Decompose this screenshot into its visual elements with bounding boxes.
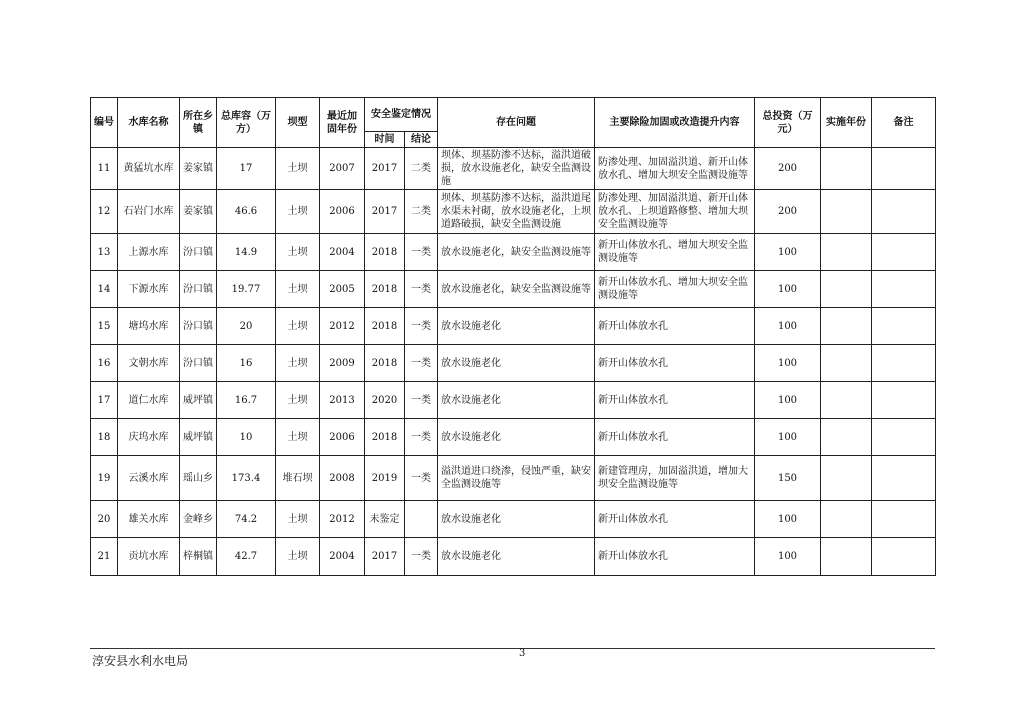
cell-dam: 土坝	[276, 419, 320, 456]
header-impl-year: 实施年份	[821, 98, 872, 148]
cell-note	[872, 234, 936, 271]
cell-no: 11	[91, 148, 118, 190]
cell-note	[872, 345, 936, 382]
table-row	[91, 271, 936, 308]
cell-year: 2012	[320, 308, 365, 345]
cell-impl-year	[821, 501, 872, 538]
cell-problem: 放水设施老化，缺安全监测设施等	[438, 271, 595, 308]
cell-safety-result: 一类	[405, 234, 438, 271]
cell-town: 威坪镇	[180, 419, 217, 456]
cell-impl-year	[821, 234, 872, 271]
cell-safety-time: 未鉴定	[365, 501, 405, 538]
cell-dam: 土坝	[276, 148, 320, 190]
cell-no: 15	[91, 308, 118, 345]
cell-no: 12	[91, 190, 118, 234]
cell-capacity: 74.2	[217, 501, 276, 538]
cell-note	[872, 419, 936, 456]
cell-town: 姜家镇	[180, 190, 217, 234]
header-safety-time: 时间	[365, 132, 405, 148]
cell-note	[872, 308, 936, 345]
cell-content: 新开山体放水孔	[595, 308, 755, 345]
cell-note	[872, 456, 936, 501]
cell-dam: 土坝	[276, 538, 320, 576]
cell-problem: 放水设施老化	[438, 538, 595, 576]
cell-problem: 坝体、坝基防渗不达标，溢洪道尾水渠未衬砌，放水设施老化，上坝道路破损，缺安全监测设施	[438, 190, 595, 234]
cell-invest: 150	[755, 456, 821, 501]
cell-name: 道仁水库	[118, 382, 180, 419]
table-header	[91, 98, 936, 148]
cell-name: 云溪水库	[118, 456, 180, 501]
cell-impl-year	[821, 345, 872, 382]
table-row	[91, 419, 936, 456]
cell-content: 新开山体放水孔	[595, 382, 755, 419]
cell-problem: 放水设施老化	[438, 308, 595, 345]
cell-year: 2006	[320, 190, 365, 234]
cell-safety-result: 一类	[405, 345, 438, 382]
header-year: 最近加固年份	[320, 98, 365, 148]
reservoir-table	[90, 97, 936, 576]
header-content: 主要除险加固或改造提升内容	[595, 98, 755, 148]
cell-content: 新开山体放水孔、增加大坝安全监测设施等	[595, 271, 755, 308]
cell-problem: 放水设施老化，缺安全监测设施等	[438, 234, 595, 271]
table-row	[91, 501, 936, 538]
cell-capacity: 19.77	[217, 271, 276, 308]
cell-safety-time: 2017	[365, 190, 405, 234]
cell-year: 2009	[320, 345, 365, 382]
cell-capacity: 16.7	[217, 382, 276, 419]
footer-organization: 淳安县水利水电局	[92, 654, 189, 668]
cell-problem: 放水设施老化	[438, 501, 595, 538]
cell-dam: 堆石坝	[276, 456, 320, 501]
cell-name: 黄猛坑水库	[118, 148, 180, 190]
footer-divider	[90, 648, 935, 649]
header-town: 所在乡镇	[180, 98, 217, 148]
cell-safety-result: 二类	[405, 190, 438, 234]
header-capacity: 总库容（万方）	[217, 98, 276, 148]
cell-safety-result	[405, 501, 438, 538]
cell-capacity: 42.7	[217, 538, 276, 576]
cell-content: 新建管理房，加固溢洪道，增加大坝安全监测设施等	[595, 456, 755, 501]
cell-year: 2004	[320, 234, 365, 271]
cell-invest: 200	[755, 148, 821, 190]
cell-capacity: 17	[217, 148, 276, 190]
cell-invest: 100	[755, 419, 821, 456]
cell-town: 汾口镇	[180, 345, 217, 382]
cell-no: 18	[91, 419, 118, 456]
cell-no: 17	[91, 382, 118, 419]
cell-safety-time: 2018	[365, 234, 405, 271]
cell-content: 新开山体放水孔	[595, 538, 755, 576]
cell-problem: 放水设施老化	[438, 382, 595, 419]
header-safety: 安全鉴定情况	[365, 98, 438, 132]
cell-no: 19	[91, 456, 118, 501]
cell-impl-year	[821, 271, 872, 308]
cell-problem: 放水设施老化	[438, 419, 595, 456]
cell-invest: 100	[755, 345, 821, 382]
cell-invest: 100	[755, 234, 821, 271]
table-body	[91, 148, 936, 576]
cell-problem: 坝体、坝基防渗不达标，溢洪道破损，放水设施老化，缺安全监测设施	[438, 148, 595, 190]
cell-safety-time: 2018	[365, 308, 405, 345]
table-row	[91, 190, 936, 234]
cell-note	[872, 271, 936, 308]
cell-problem: 溢洪道进口绕渗，侵蚀严重，缺安全监测设施等	[438, 456, 595, 501]
cell-invest: 200	[755, 190, 821, 234]
cell-dam: 土坝	[276, 234, 320, 271]
cell-safety-time: 2018	[365, 419, 405, 456]
cell-dam: 土坝	[276, 501, 320, 538]
cell-impl-year	[821, 308, 872, 345]
cell-town: 梓桐镇	[180, 538, 217, 576]
cell-no: 16	[91, 345, 118, 382]
cell-impl-year	[821, 538, 872, 576]
cell-invest: 100	[755, 382, 821, 419]
table-row	[91, 538, 936, 576]
cell-content: 新开山体放水孔	[595, 345, 755, 382]
cell-name: 庆坞水库	[118, 419, 180, 456]
cell-safety-time: 2018	[365, 345, 405, 382]
cell-name: 塘坞水库	[118, 308, 180, 345]
table-row	[91, 234, 936, 271]
cell-year: 2004	[320, 538, 365, 576]
cell-note	[872, 382, 936, 419]
cell-no: 20	[91, 501, 118, 538]
cell-safety-time: 2017	[365, 148, 405, 190]
cell-year: 2006	[320, 419, 365, 456]
header-safety-result: 结论	[405, 132, 438, 148]
cell-year: 2013	[320, 382, 365, 419]
cell-dam: 土坝	[276, 271, 320, 308]
cell-safety-result: 一类	[405, 308, 438, 345]
cell-note	[872, 148, 936, 190]
table-row	[91, 456, 936, 501]
cell-content: 防渗处理、加固溢洪道、新开山体放水孔、上坝道路修整、增加大坝安全监测设施等	[595, 190, 755, 234]
cell-capacity: 173.4	[217, 456, 276, 501]
cell-safety-time: 2018	[365, 271, 405, 308]
cell-impl-year	[821, 148, 872, 190]
cell-year: 2008	[320, 456, 365, 501]
header-name: 水库名称	[118, 98, 180, 148]
cell-capacity: 20	[217, 308, 276, 345]
cell-dam: 土坝	[276, 308, 320, 345]
cell-invest: 100	[755, 308, 821, 345]
cell-note	[872, 538, 936, 576]
cell-safety-result: 一类	[405, 382, 438, 419]
cell-town: 汾口镇	[180, 271, 217, 308]
page-number: 3	[519, 648, 526, 659]
cell-dam: 土坝	[276, 345, 320, 382]
cell-content: 新开山体放水孔、增加大坝安全监测设施等	[595, 234, 755, 271]
cell-name: 下源水库	[118, 271, 180, 308]
cell-capacity: 16	[217, 345, 276, 382]
cell-name: 石岩门水库	[118, 190, 180, 234]
cell-year: 2007	[320, 148, 365, 190]
cell-town: 瑶山乡	[180, 456, 217, 501]
header-no: 编号	[91, 98, 118, 148]
cell-no: 14	[91, 271, 118, 308]
header-problem: 存在问题	[438, 98, 595, 148]
table-row	[91, 148, 936, 190]
cell-impl-year	[821, 190, 872, 234]
header-note: 备注	[872, 98, 936, 148]
cell-capacity: 10	[217, 419, 276, 456]
table-row	[91, 345, 936, 382]
cell-dam: 土坝	[276, 190, 320, 234]
cell-capacity: 14.9	[217, 234, 276, 271]
cell-safety-result: 二类	[405, 148, 438, 190]
cell-name: 贡坑水库	[118, 538, 180, 576]
cell-content: 防渗处理、加固溢洪道、新开山体放水孔、增加大坝安全监测设施等	[595, 148, 755, 190]
cell-town: 威坪镇	[180, 382, 217, 419]
cell-safety-time: 2017	[365, 538, 405, 576]
cell-town: 汾口镇	[180, 308, 217, 345]
cell-name: 雄关水库	[118, 501, 180, 538]
cell-safety-time: 2020	[365, 382, 405, 419]
cell-capacity: 46.6	[217, 190, 276, 234]
cell-year: 2005	[320, 271, 365, 308]
cell-safety-time: 2019	[365, 456, 405, 501]
cell-note	[872, 501, 936, 538]
table-row	[91, 382, 936, 419]
cell-content: 新开山体放水孔	[595, 501, 755, 538]
cell-invest: 100	[755, 271, 821, 308]
cell-town: 汾口镇	[180, 234, 217, 271]
cell-no: 13	[91, 234, 118, 271]
cell-no: 21	[91, 538, 118, 576]
cell-impl-year	[821, 382, 872, 419]
cell-safety-result: 一类	[405, 538, 438, 576]
header-dam: 坝型	[276, 98, 320, 148]
cell-problem: 放水设施老化	[438, 345, 595, 382]
cell-note	[872, 190, 936, 234]
cell-safety-result: 一类	[405, 271, 438, 308]
cell-impl-year	[821, 456, 872, 501]
table-row	[91, 308, 936, 345]
cell-town: 金峰乡	[180, 501, 217, 538]
cell-invest: 100	[755, 501, 821, 538]
cell-content: 新开山体放水孔	[595, 419, 755, 456]
cell-name: 文朝水库	[118, 345, 180, 382]
cell-safety-result: 一类	[405, 419, 438, 456]
cell-dam: 土坝	[276, 382, 320, 419]
header-invest: 总投资（万元）	[755, 98, 821, 148]
cell-year: 2012	[320, 501, 365, 538]
cell-impl-year	[821, 419, 872, 456]
cell-safety-result: 一类	[405, 456, 438, 501]
cell-name: 上源水库	[118, 234, 180, 271]
cell-invest: 100	[755, 538, 821, 576]
cell-town: 姜家镇	[180, 148, 217, 190]
